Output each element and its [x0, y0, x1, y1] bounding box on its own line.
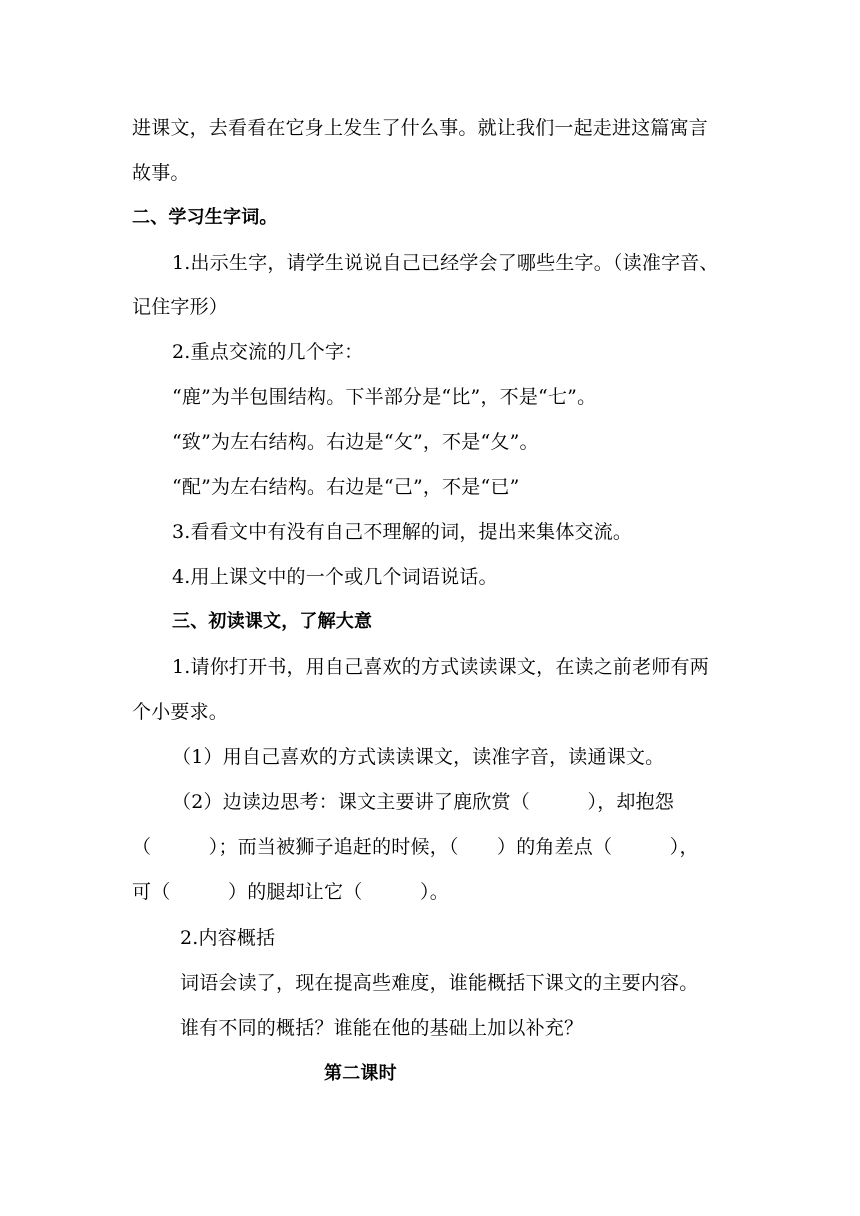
section-heading-2: 二、学习生字词。 [132, 207, 278, 228]
paragraph-line-4: 1.出示生字，请学生说说自己已经学会了哪些生字。（读准字音、 [172, 252, 719, 274]
paragraph-line-10: 3.看看文中有没有自己不理解的词，提出来集体交流。 [172, 521, 633, 543]
paragraph-line-17: （ ）；而当被狮子追赶的时候，（ ）的角差点（ ）， [132, 836, 699, 858]
paragraph-line-9: “配”为左右结构。右边是“己”，不是“已” [172, 476, 520, 498]
paragraph-line-20: 词语会读了，现在提高些难度，谁能概括下课文的主要内容。 [180, 972, 699, 994]
paragraph-line-6: 2.重点交流的几个字： [172, 341, 364, 363]
paragraph-line-8: “致”为左右结构。右边是“攵”，不是“夂”。 [172, 431, 539, 453]
lesson-heading: 第二课时 [324, 1063, 397, 1084]
paragraph-line-11: 4.用上课文中的一个或几个词语说话。 [172, 566, 498, 588]
paragraph-line-21: 谁有不同的概括？谁能在他的基础上加以补充？ [180, 1017, 584, 1039]
paragraph-line-19: 2.内容概括 [180, 927, 276, 949]
section-heading-3: 三、初读课文，了解大意 [172, 611, 373, 632]
paragraph-line-2: 故事。 [132, 162, 190, 184]
paragraph-line-13: 1.请你打开书，用自己喜欢的方式读读课文，在读之前老师有两 [172, 656, 709, 678]
paragraph-line-5: 记住字形） [132, 296, 229, 318]
paragraph-line-18: 可（ ）的腿却让它（ ）。 [132, 881, 449, 903]
paragraph-line-16: （2）边读边思考：课文主要讲了鹿欣赏（ ），却抱怨 [172, 791, 674, 813]
paragraph-line-14: 个小要求。 [132, 701, 229, 723]
paragraph-line-1: 进课文，去看看在它身上发生了什么事。就让我们一起走进这篇寓言 [132, 117, 709, 139]
paragraph-line-15: （1）用自己喜欢的方式读读课文，读准字音，读通课文。 [172, 746, 665, 768]
paragraph-line-7: “鹿”为半包围结构。下半部分是“比”，不是“七”。 [172, 386, 597, 408]
